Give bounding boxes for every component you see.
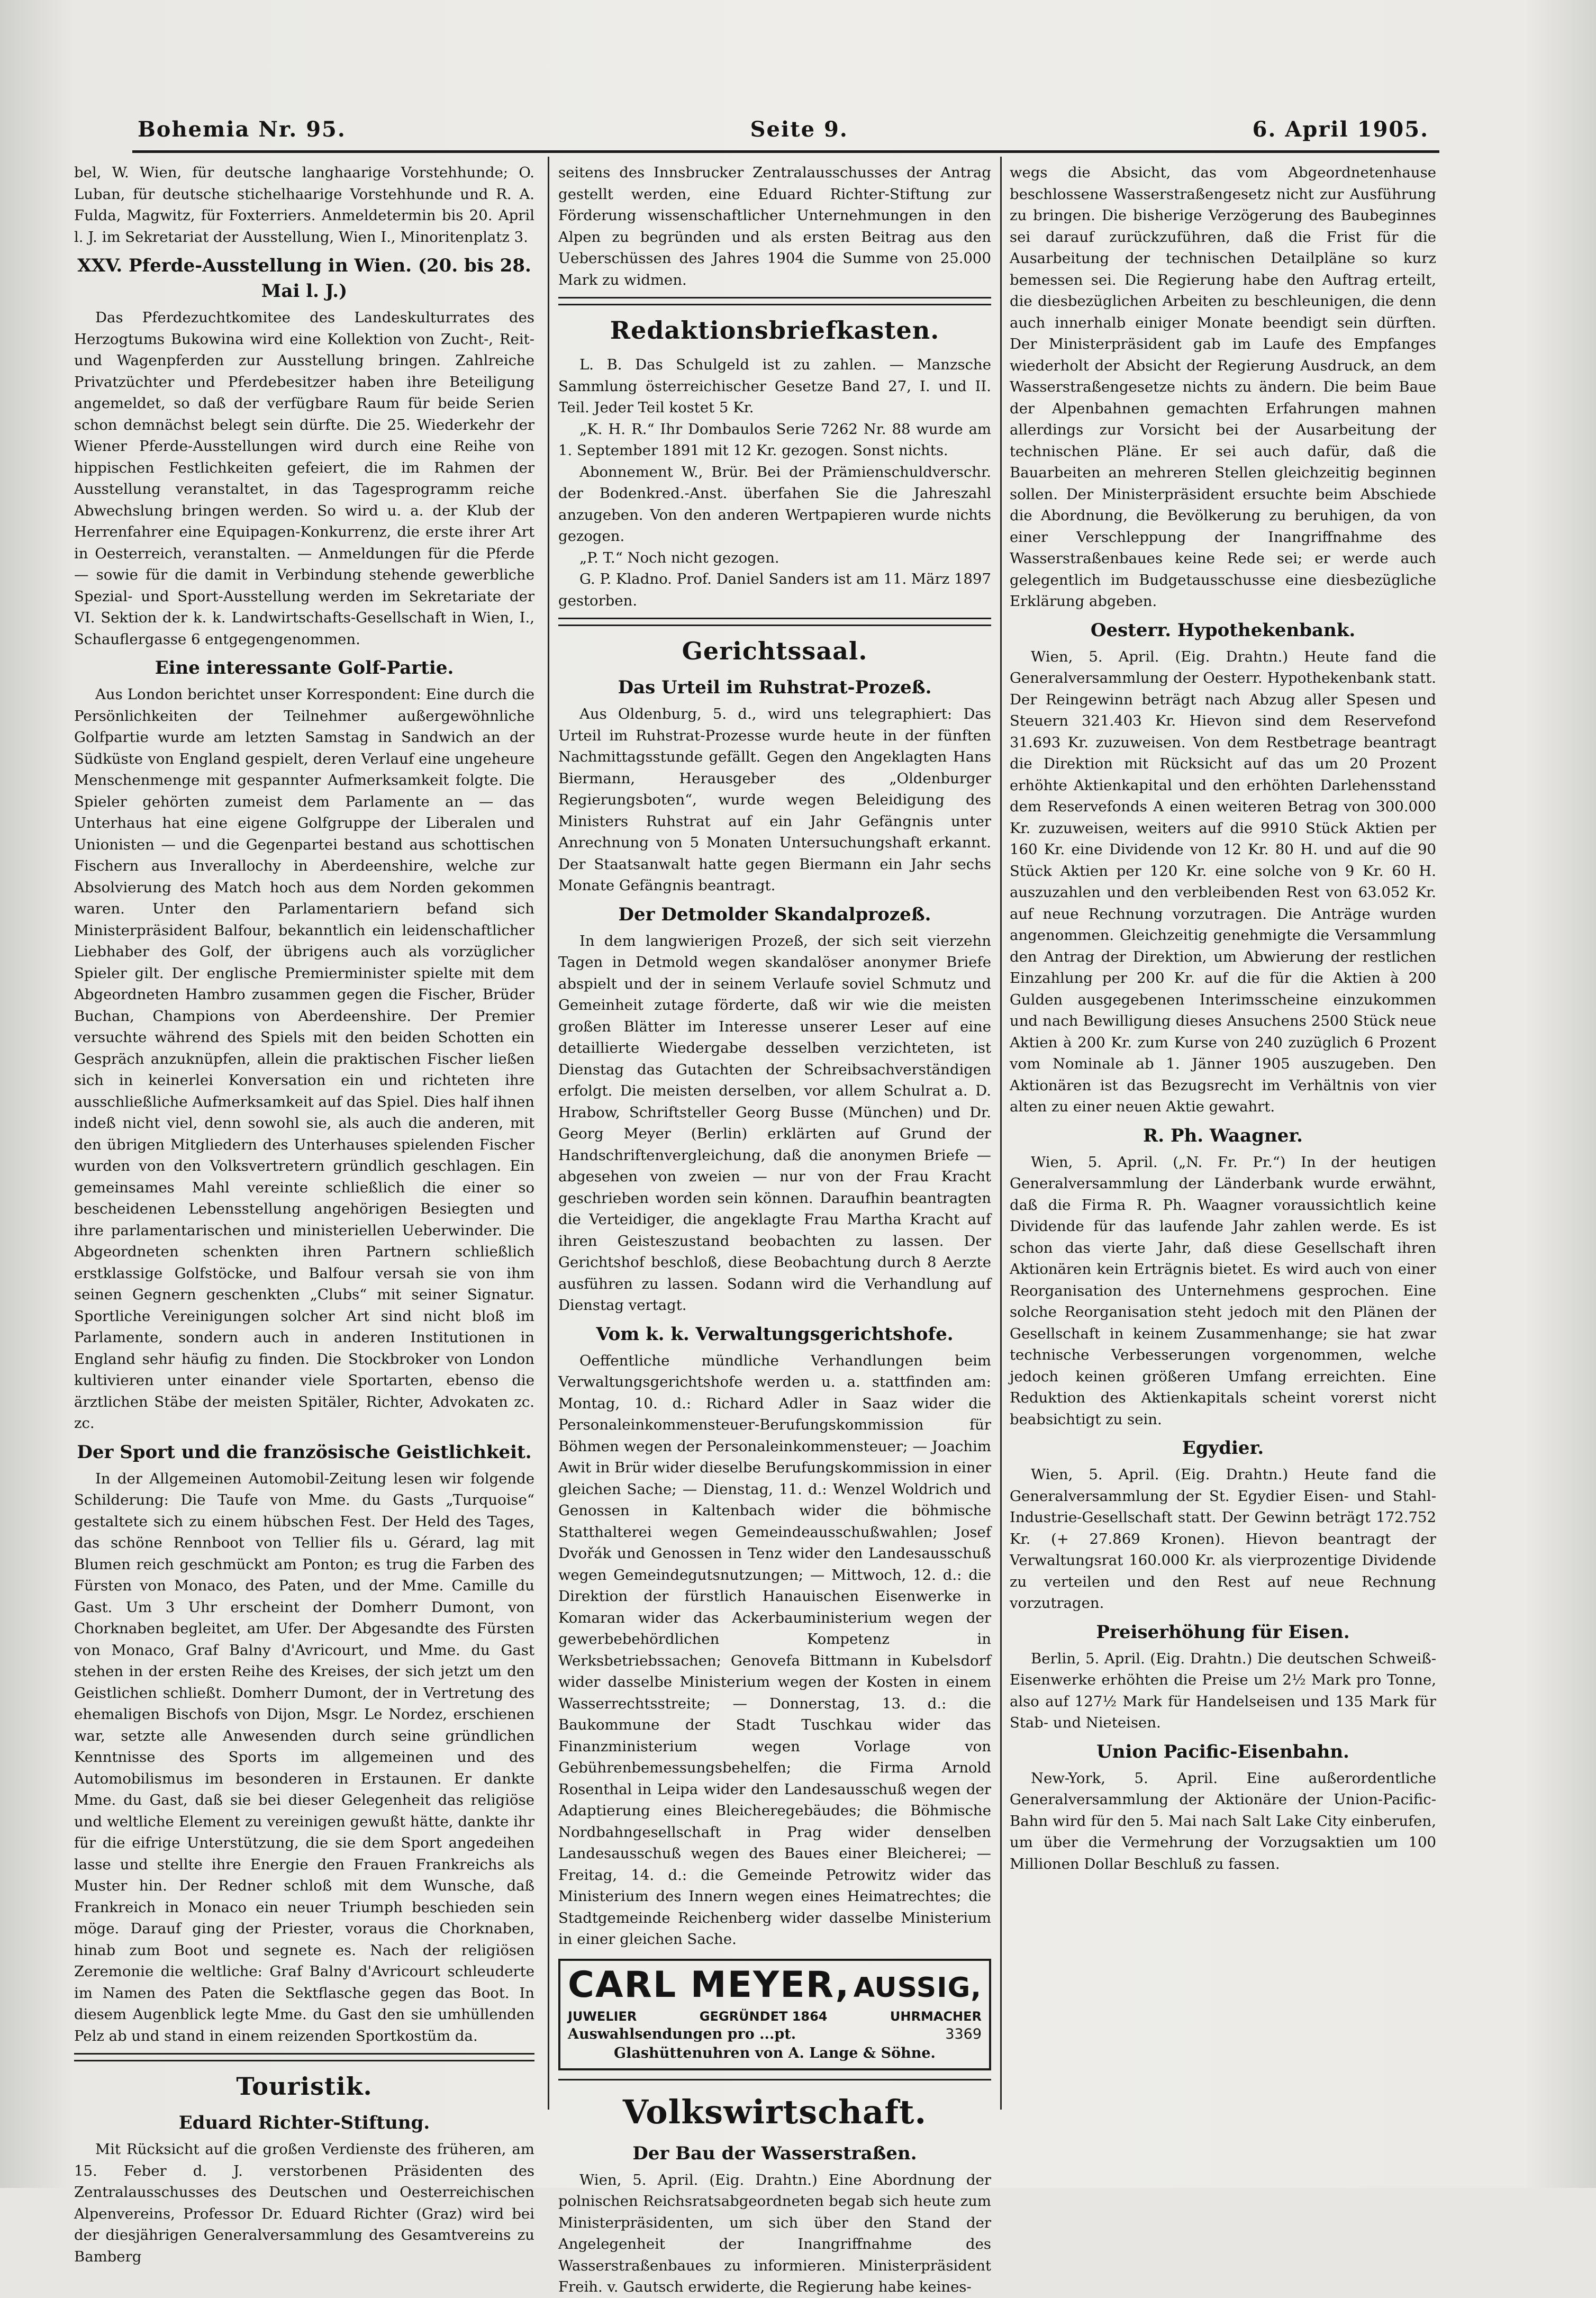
column-divider	[1000, 157, 1002, 2110]
article-heading: Preiserhöhung für Eisen.	[1096, 1621, 1350, 1643]
section-heading-touristik: Touristik.	[236, 2072, 373, 2101]
ad-reference-number: 3369	[945, 2025, 982, 2042]
section-heading-gerichtssaal: Gerichtssaal.	[682, 637, 868, 665]
section-heading-redaktionsbriefkasten: Redaktionsbriefkasten.	[610, 316, 940, 345]
mailbox-entry: L. B. Das Schulgeld ist zu zahlen. — Manzsche Sammlung österreichischer Gesetze Band 27, I. und II. Teil. Jeder Teil kostet 5 Kr.	[558, 356, 991, 416]
article-text: New-York, 5. April. Eine außerordentliche Generalversammlung der Aktionäre der Union-Pacific-Bahn wird für den 5. Mai nach Salt Lake City einberufen, um über die Vermehrung der Vorzugsaktien um 100 Millionen Dollar Beschluß zu fassen.	[1010, 1769, 1436, 1872]
article-heading: Union Pacific-Eisenbahn.	[1096, 1741, 1349, 1762]
article-heading: Der Bau der Wasserstraßen.	[632, 2142, 917, 2164]
article-text: Wien, 5. April. (Eig. Drahtn.) Eine Abordnung der polnischen Reichsratsabgeordneten begab sich heute zum Ministerpräsidenten, um sich über den Stand der Angelegenheit der Inangriffnahme des Wasserstraßenbaues zu informieren. Ministerpräsident Freih. v. Gautsch erwiderte, die Regierung habe keines-	[558, 2171, 991, 2295]
mailbox-entry: G. P. Kladno. Prof. Daniel Sanders ist am 11. März 1897 gestorben.	[558, 571, 991, 609]
ad-watches-line: Glashüttenuhren von A. Lange & Söhne.	[614, 2044, 936, 2061]
column-2	[558, 162, 991, 2295]
mailbox-entry: Abonnement W., Brür. Bei der Prämienschuldverschr. der Bodenkred.-Anst. überfahen Sie die Jahreszahl anzugeben. Von den anderen Wertpapieren wurde nichts gezogen.	[558, 463, 991, 545]
article-text: bel, W. Wien, für deutsche langhaarige Vorstehhunde; O. Luban, für deutsche stichelhaarige Vorstehhunde und R. A. Fulda, Magwitz, für Foxterriers. Anmeldetermin bis 20. April l. J. im Sekretariat der Ausstellung, Wien I., Minoritenplatz 3.	[74, 164, 534, 246]
article-text: In der Allgemeinen Automobil-Zeitung lesen wir folgende Schilderung: Die Taufe von Mme. du Gasts „Turquoise“ gestaltete sich zu einem hübschen Fest. Der Held des Tages, das schöne Rennboot von Tellier fils u. Gérard, lag mit Blumen reich geschmückt am Ponton; es trug die Farben des Fürsten von Monaco, des Paten, und der Mme. Camille du Gast. Um 3 Uhr erscheint der Domherr Dumont, von Chorknaben begleitet, am Ufer. Der Abgesandte des Fürsten von Monaco, Graf Balny d'Avricourt, und Mme. du Gast stehen in der ersten Reihe des Kreises, der sich jetzt um den Geistlichen schließt. Domherr Dumont, der in Vertretung des ehemaligen Bischofs von Dijon, Msgr. Le Nordez, erschienen war, setzte alle Anwesenden durch seine gründlichen Kenntnisse des Sports im allgemeinen und des Automobilismus im besonderen in Erstaunen. Er dankte Mme. du Gast, daß sie bei dieser Gelegenheit das religiöse und weltliche Element zu vereinigen gewußt hätte, dankte ihr für die eifrige Unterstützung, die sie dem Sport angedeihen lasse und stellte ihre Energie den Frauen Frankreichs als Muster hin. Der Redner schloß mit dem Wunsche, daß Frankreich in Monaco ein neuer Triumph beschieden sein möge. Darauf ging der Priester, voraus die Chorknaben, hinab zum Boot und segnete es. Nach der religiösen Zeremonie die weltliche: Graf Balny d'Avricourt schleuderte im Namen des Paten die Sektflasche gegen das Boot. In diesem Augenblick legte Mme. du Gast den sie umhüllenden Pelz ab und stand in einem reizenden Sportkostüm da.	[74, 1470, 534, 2044]
section-divider	[74, 2053, 534, 2061]
article-heading: Der Sport und die französische Geistlichkeit.	[77, 1441, 532, 1463]
article-text: Aus Oldenburg, 5. d., wird uns telegraphiert: Das Urteil im Ruhstrat-Prozesse wurde heute in der fünften Nachmittagsstunde gefällt. Gegen den Angeklagten Hans Biermann, Herausgeber des „Oldenburger Regierungsboten“, wurde wegen Beleidigung des Ministers Ruhstrat auf ein Jahr Gefängnis unter Anrechnung von 5 Monaten Untersuchungshaft erkannt. Der Staatsanwalt hatte gegen Biermann ein Jahr sechs Monate Gefängnis beantragt.	[558, 705, 991, 894]
ad-line	[568, 2025, 982, 2044]
ad-founded: GEGRÜNDET 1864	[699, 2009, 828, 2024]
article-text: Aus London berichtet unser Korrespondent: Eine durch die Persönlichkeiten der Teilnehmer außergewöhnliche Golfpartie wurde am letzten Samstag in Sandwich an der Südküste von England gespielt, deren Verlauf eine ungeheure Menschenmenge mit gespannter Aufmerksamkeit folgte. Die Spieler gehörten zumeist dem Parlamente an — das Unterhaus hat eine eigene Golfgruppe der Liberalen und Unionisten — und die Gegenpartei bestand aus schottischen Fischern aus Inverallochy in Aberdeenshire, welche zur Absolvierung des Match hoch aus dem Norden gekommen waren. Unter den Parlamentariern befand sich Ministerpräsident Balfour, bekanntlich ein leidenschaftlicher Liebhaber des Golf, der übrigens auch als vorzüglicher Spieler gilt. Der englische Premierminister spielte mit dem Abgeordneten Hambro zusammen gegen die Fischer, Brüder Buchan, Champions von Aberdeenshire. Der Premier versuchte während des Spiels mit den beiden Schotten ein Gespräch anzuknüpfen, allein die praktischen Fischer ließen sich in keinerlei Konversation ein und richteten ihre ausschließliche Aufmerksamkeit auf das Spiel. Dies half ihnen indeß nicht viel, denn sowohl sie, als auch die anderen, mit den übrigen Mitgliedern des Unterhauses spielenden Fischer wurden von den Volksvertretern gründlich geschlagen. Ein gemeinsames Mahl vereinte schließlich die einer so bescheidenen Lebensstellung angehörigen Besiegten und ihre parlamentarischen und ministeriellen Ueberwinder. Die Abgeordneten schenkten ihren Partnern schließlich erstklassige Golfstöcke, und Balfour versah sie von ihm seinen Gegnern geschenkten „Clubs“ mit seiner Signatur. Sportliche Vereinigungen solcher Art sind nicht bloß im Parlamente, sondern auch in anderen Institutionen in England sehr häufig zu finden. Die Stockbroker von London kultivieren unter einander viele Sportarten, ebenso die ärztlichen Stäbe der meisten Spitäler, Richter, Advokaten zc. zc.	[74, 686, 534, 1432]
page-number: Seite 9.	[750, 116, 848, 142]
article-heading: XXV. Pferde-Ausstellung in Wien. (20. bis 28. Mai l. J.)	[77, 255, 531, 302]
section-heading-volkswirtschaft: Volkswirtschaft.	[622, 2092, 927, 2131]
ad-trade-right: UHRMACHER	[890, 2009, 982, 2024]
article-text: Mit Rücksicht auf die großen Verdienste des früheren, am 15. Feber d. J. verstorbenen Präsidenten des Zentralausschusses des Deutschen und Oesterreichischen Alpenvereins, Professor Dr. Eduard Richter (Graz) wird bei der diesjährigen Generalversammlung des Gesamtvereins zu Bamberg	[74, 2141, 534, 2265]
header-rule	[132, 150, 1439, 153]
article-text: Berlin, 5. April. (Eig. Drahtn.) Die deutschen Schweiß-Eisenwerke erhöhten die Preise um 2½ Mark pro Tonne, also auf 127½ Mark für Handelseisen und 135 Mark für Stab- und Nieteisen.	[1010, 1650, 1436, 1731]
section-divider	[558, 618, 991, 626]
mailbox-entry: „P. T.“ Noch nicht gezogen.	[579, 549, 779, 566]
ad-trade-left: JUWELIER	[568, 2009, 637, 2024]
page-header	[138, 112, 1429, 146]
article-heading: Eduard Richter-Stiftung.	[178, 2112, 430, 2133]
ad-city: AUSSIG,	[853, 1971, 982, 2004]
section-divider	[558, 297, 991, 305]
article-heading: R. Ph. Waagner.	[1143, 1125, 1303, 1146]
ad-company-name: CARL MEYER,	[568, 1964, 850, 2006]
article-heading: Eine interessante Golf-Partie.	[155, 657, 454, 678]
article-text: Wien, 5. April. (Eig. Drahtn.) Heute fand die Generalversammlung der Oesterr. Hypothekenbank statt. Der Reingewinn beträgt nach Abzug aller Spesen und Steuern 321.403 Kr. Hievon sind dem Reservefond 31.693 Kr. zuzuweisen. Von dem Restbetrage beantragt die Direktion mit Rücksicht auf das um 20 Prozent erhöhte Aktienkapital und den erhöhten Darlehensstand dem Reservefonds A einen weiteren Betrag von 300.000 Kr. zuzuweisen, weiters auf die 9910 Stück Aktien per 160 Kr. eine Dividende von 12 Kr. 80 H. und auf die 90 Stück Aktien per 120 Kr. eine solche von 9 Kr. 60 H. auszuzahlen und den verbleibenden Rest von 63.052 Kr. auf neue Rechnung vorzutragen. Die Anträge wurden angenommen. Gleichzeitig genehmigte die Versammlung den Antrag der Direktion, um Abwierung der restlichen Einzahlung per 200 Kr. auf die für die Aktien à 200 Gulden ausgegebenen Interimsscheine einzukommen und nach Bewilligung dieses Ansuchens 2500 Stück neue Aktien à 200 Kr. zum Kurse von 240 zuzüglich 6 Prozent vom Nominale ab 1. Jänner 1905 auszugeben. Den Aktionären ist das Bezugsrecht im Verhältnis von vier alten zu einer neuen Aktie gewahrt.	[1010, 648, 1436, 1115]
article-text: Das Pferdezuchtkomitee des Landeskulturrates des Herzogtums Bukowina wird eine Kollektion von Zucht-, Reit- und Wagenpferden zur Ausstellung bringen. Zahlreiche Privatzüchter und Pferdebesitzer haben ihre Beteiligung angemeldet, so daß der verfügbare Raum für beide Serien schon demnächst belegt sein dürfte. Die 25. Wiederkehr der Wiener Pferde-Ausstellungen wird durch eine Reihe von hippischen Festlichkeiten gefeiert, die im Rahmen der Ausstellung veranstaltet, in das Tagesprogramm reiche Abwechslung bringen werden. So wird u. a. der Klub der Herrenfahrer eine Equipagen-Konkurrenz, die erste ihrer Art in Oesterreich, veranstalten. — Anmeldungen für die Pferde — sowie für die damit in Verbindung stehende gewerbliche Spezial- und Sport-Ausstellung werden im Sekretariate der VI. Sektion der k. k. Landwirtschafts-Gesellschaft in Wien, I., Schauflergasse 6 entgegengenommen.	[74, 309, 534, 648]
article-heading: Der Detmolder Skandalprozeß.	[618, 903, 931, 925]
column-1	[74, 162, 534, 2265]
article-text: Oeffentliche mündliche Verhandlungen beim Verwaltungsgerichtshofe werden u. a. stattfinden am: Montag, 10. d.: Richard Adler in Saaz wider die Personaleinkommensteuer-Berufungskommission für Böhmen wegen der Personaleinkommensteuer; — Joachim Awit in Brür wider dieselbe Berufungskommission in einer gleichen Sache; — Dienstag, 11. d.: Wenzel Woldrich und Genossen in Kaltenbach wider die böhmische Statthalterei wegen Gemeindeausschußwahlen; Josef Dvořák und Genossen in Tenz wider den Landesausschuß wegen Gemeindegutsnutzungen; — Mittwoch, 12. d.: die Direktion der fürstlich Hanauischen Eisenwerke in Komaran wider das Ackerbauministerium wegen der gewerbebehördlichen Kompetenz in Werksbetriebssachen; Genovefa Bittmann in Kubelsdorf wider dasselbe Ministerium wegen der Kosten in einem Wasserrechtsstreite; — Donnerstag, 13. d.: die Baukommune der Stadt Tuschkau wider das Finanzministerium wegen Vorlage von Gebührenbemessungsbehelfen; die Firma Arnold Rosenthal in Leipa wider den Landesausschuß wegen der Adaptierung eines Bleicheregebäudes; die Böhmische Nordbahngesellschaft in Prag wider denselben Landesausschuß wegen des Baues einer Bleicherei; — Freitag, 14. d.: die Gemeinde Petrowitz wider das Ministerium des Innern wegen eines Heimatrechtes; die Stadtgemeinde Reichenberg wider dasselbe Ministerium in einer gleichen Sache.	[558, 1352, 991, 1948]
section-divider	[558, 2079, 991, 2080]
article-heading: Das Urteil im Ruhstrat-Prozeß.	[618, 677, 932, 698]
article-text: Wien, 5. April. (Eig. Drahtn.) Heute fand die Generalversammlung der St. Egydier Eisen- und Stahl-Industrie-Gesellschaft statt. Der Gewinn beträgt 172.752 Kr. (+ 27.869 Kronen). Hievon beantragt der Verwaltungsrat 160.000 Kr. als vierprozentige Dividende zu verteilen und den Rest auf neue Rechnung vorzutragen.	[1010, 1466, 1436, 1612]
masthead-issue: Bohemia Nr. 95.	[138, 116, 346, 142]
advertisement-carl-meyer	[558, 1959, 991, 2070]
article-heading: Vom k. k. Verwaltungsgerichtshofe.	[596, 1323, 954, 1345]
article-heading: Egydier.	[1182, 1437, 1264, 1459]
article-text: Wien, 5. April. („N. Fr. Pr.“) In der heutigen Generalversammlung der Länderbank wurde erwähnt, daß die Firma R. Ph. Waagner voraussichtlich keine Dividende für das laufende Jahr zahlen werde. Es ist schon das vierte Jahr, daß diese Gesellschaft ihren Aktionären kein Erträgnis bietet. Es wird auch von einer Reorganisation des Unternehmens gesprochen. Eine solche Reorganisation steht jedoch mit den Plänen der Gesellschaft in keinem Zusammenhange; sie hat zwar technische Verbesserungen vorgenommen, welche jedoch keinen größeren Umfang erreichten. Eine Reduktion des Aktienkapitals scheint vorerst nicht beabsichtigt zu sein.	[1010, 1153, 1436, 1428]
column-3	[1010, 162, 1436, 2110]
column-divider	[548, 157, 549, 2110]
mailbox-entry: „K. H. R.“ Ihr Dombaulos Serie 7262 Nr. 88 wurde am 1. September 1891 mit 12 Kr. gezogen. Sonst nichts.	[558, 420, 991, 459]
article-text: In dem langwierigen Prozeß, der sich seit vierzehn Tagen in Detmold wegen skandalöser anonymer Briefe abspielt und der in seinem Verlaufe soviel Schmutz und Gemeinheit zutage förderte, daß wir wie die meisten großen Blätter im Interesse unserer Leser auf eine detaillierte Wiedergabe desselben verzichteten, ist Dienstag das Gutachten der Schreibsachverständigen erfolgt. Die meisten derselben, vor allem Schulrat a. D. Hrabow, Schriftsteller Georg Busse (München) und Dr. Georg Meyer (Berlin) erklärten auf Grund der Handschriftenvergleichung, daß die anonymen Briefe — abgesehen von zweien — nur von der Frau Kracht geschrieben worden sein können. Daraufhin beantragten die Verteidiger, die angeklagte Frau Martha Kracht auf ihren Geisteszustand beobachten zu lassen. Der Gerichtshof beschloß, diese Beobachtung durch 8 Aerzte ausführen zu lassen. Sodann wird die Verhandlung auf Dienstag vertagt.	[558, 932, 991, 1314]
article-heading: Oesterr. Hypothekenbank.	[1090, 619, 1356, 641]
issue-date: 6. April 1905.	[1252, 116, 1429, 142]
article-text: seitens des Innsbrucker Zentralausschusses der Antrag gestellt werden, eine Eduard Richter-Stiftung zur Förderung wissenschaftlicher Unternehmungen in den Alpen zu begründen und als ersten Beitrag aus den Ueberschüssen des Jahres 1904 die Summe von 25.000 Mark zu widmen.	[558, 164, 991, 288]
article-text: wegs die Absicht, das vom Abgeordnetenhause beschlossene Wasserstraßengesetz nicht zur Ausführung zu bringen. Die bisherige Verzögerung des Baubeginnes sei darauf zurückzuführen, daß die Frist für die Ausarbeitung der technischen Detailpläne so kurz bemessen sei. Die Regierung habe den Auftrag erteilt, die diesbezüglichen Arbeiten zu beschleunigen, die denn auch innerhalb einiger Monate beendigt sein dürften. Der Ministerpräsident gab im Laufe des Empfanges wiederholt der Absicht der Regierung Ausdruck, an dem Wasserstraßengesetze nichts zu ändern. Die beim Baue der Alpenbahnen gemachten Erfahrungen mahnen allerdings zur Vorsicht bei der Ausarbeitung der technischen Pläne. Er sei auch dafür, daß die Bauarbeiten an mehreren Stellen gleichzeitig beginnen sollen. Der Ministerpräsident ersuchte beim Abschiede die Abordnung, die Bevölkerung zu beruhigen, da von einer Verschleppung der Inangriffnahme des Wasserstraßenbaues keine Rede sei; er werde auch gelegentlich im Budgetausschusse eine diesbezügliche Erklärung abgeben.	[1010, 164, 1436, 610]
ad-selection-text: Auswahlsendungen pro ...pt.	[568, 2025, 796, 2042]
